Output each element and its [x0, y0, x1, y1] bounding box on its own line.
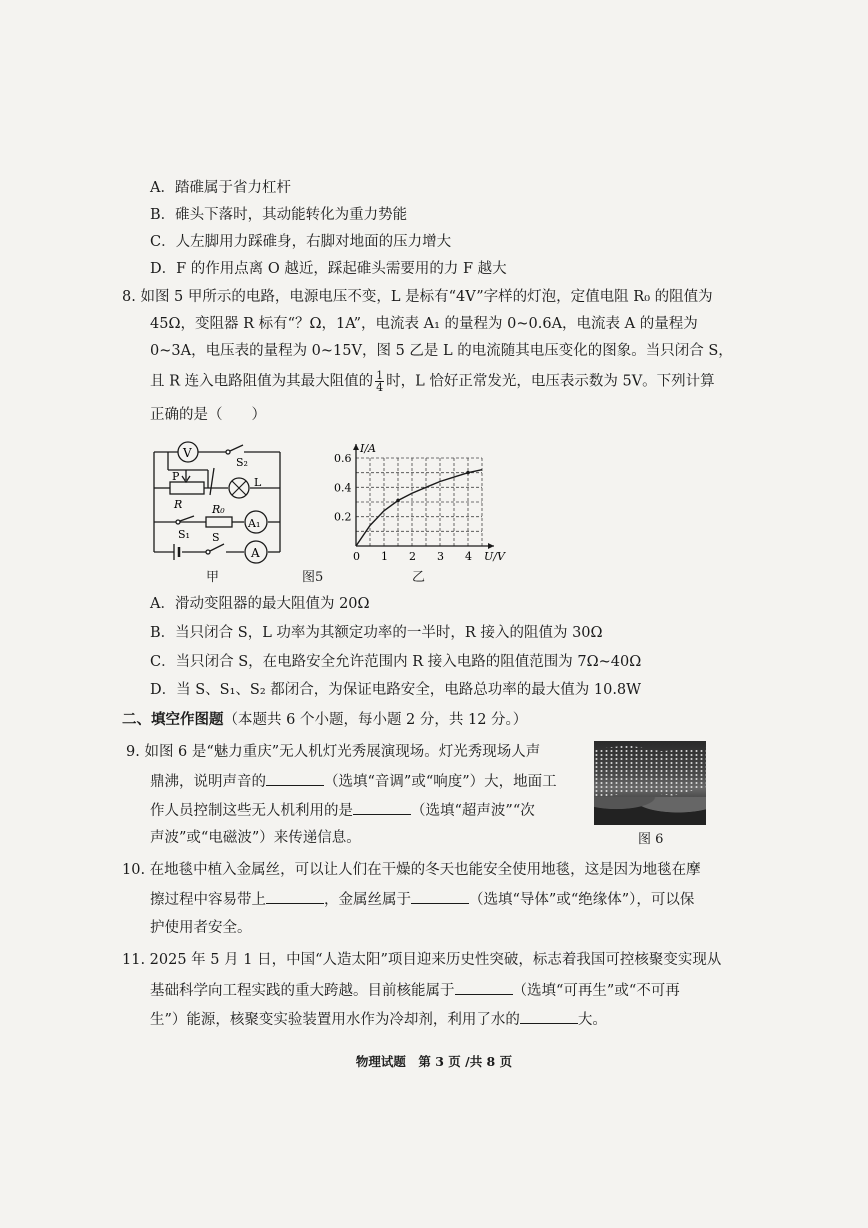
q7-option-c: C．人左脚用力踩碓身，右脚对地面的压力增大	[150, 234, 452, 250]
page-footer: 物理试题 第 3 页 /共 8 页	[355, 1054, 513, 1069]
q9-text-1: 如图 6 是“魅力重庆”无人机灯光秀展演现场。灯光秀现场人声	[144, 744, 541, 760]
q8-line-2: 45Ω，变阻器 R 标有“？Ω，1A”，电流表 A₁ 的量程为 0~0.6A，电流表 A 的量程为	[150, 316, 698, 332]
q10-text-2a: 擦过程中容易带上	[150, 892, 266, 908]
circuit-caption: 甲	[206, 570, 220, 585]
circuit-diagram	[148, 440, 288, 585]
q9-text-3b: （选填“超声波”“次	[411, 803, 535, 819]
q11-line-2	[150, 980, 680, 1001]
q8-option-a: A．滑动变阻器的最大阻值为 20Ω	[150, 596, 370, 612]
chart-caption: 乙	[412, 570, 426, 585]
q9-number: 9.	[126, 744, 140, 760]
voltmeter-label: V	[183, 446, 192, 460]
drone-show-photo	[594, 741, 706, 825]
q9-text-2b: （选填“音调”或“响度”）大，地面工	[324, 774, 557, 790]
y-tick-label: 0.6	[334, 452, 352, 465]
q8-line-3: 0~3A，电压表的量程为 0~15V，图 5 乙是 L 的电流随其电压变化的图象。当只闭合 S，	[150, 343, 733, 359]
fraction-numerator: 1	[376, 369, 384, 382]
q10-line-1	[122, 860, 701, 880]
slider-p-label: P	[172, 470, 180, 483]
x-tick-label: 4	[465, 550, 472, 563]
q11-text-3b: 大。	[577, 1012, 607, 1028]
iu-chart	[326, 430, 506, 565]
q10-line-2	[150, 889, 694, 910]
q9-text-2a: 鼎沸，说明声音的	[150, 774, 266, 790]
q9-blank-2[interactable]	[353, 800, 411, 815]
figure-6-label: 图 6	[638, 832, 664, 847]
q11-text-2b: （选填“可再生”或“不可再	[512, 983, 680, 999]
q11-blank-2[interactable]	[520, 1009, 578, 1024]
ammeter-a1-label: A₁	[248, 517, 261, 530]
r0-label: R₀	[212, 503, 225, 516]
x-axis-arrow	[488, 543, 494, 549]
section-2-note: （本题共 6 个小题，每小题 2 分，共 12 分。）	[223, 712, 528, 728]
y-axis-arrow	[353, 444, 359, 450]
iu-curve	[356, 470, 482, 546]
q8-text-4b: 时，L 恰好正常发光，电压表示数为 5V。下列计算	[386, 373, 715, 390]
switch-s1-label: S₁	[178, 528, 190, 541]
q10-blank-1[interactable]	[266, 889, 324, 904]
fraction	[375, 370, 384, 393]
q8-number: 8.	[122, 289, 136, 305]
tree-silhouette	[594, 797, 706, 825]
q11-line-1	[122, 950, 721, 970]
q11-text-1: 2025 年 5 月 1 日，中国“人造太阳”项目迎来历史性突破，标志着我国可控核聚变实现从	[149, 952, 722, 968]
q9-text-3a: 作人员控制这些无人机利用的是	[150, 803, 353, 819]
q10-number: 10.	[122, 862, 146, 878]
q8-line-4	[150, 370, 715, 393]
y-axis-label: I/A	[360, 442, 376, 455]
curve-point	[396, 499, 400, 503]
fraction-denominator: 4	[376, 381, 384, 394]
figure-5-label: 图5	[302, 570, 324, 585]
q10-blank-2[interactable]	[411, 889, 469, 904]
section-2-title: 二、填空作图题	[122, 711, 224, 728]
q8-option-b: B．当只闭合 S，L 功率为其额定功率的一半时，R 接入的阻值为 30Ω	[150, 625, 603, 641]
x-tick-label: 3	[437, 550, 444, 563]
q7-option-b: B．碓头下落时，其动能转化为重力势能	[150, 207, 408, 223]
q10-text-2c: （选填“导体”或“绝缘体”），可以保	[469, 892, 695, 908]
ammeter-a-label: A	[251, 546, 260, 560]
q10-line-3: 护使用者安全。	[150, 920, 252, 936]
q9-line-1	[126, 742, 540, 762]
lamp-label: L	[254, 476, 262, 489]
curve-point	[466, 471, 470, 475]
q9-line-3	[150, 800, 535, 821]
q7-option-d: D．F 的作用点离 O 越近，踩起碓头需要用的力 F 越大	[150, 261, 507, 277]
switch-s-label: S	[212, 531, 220, 544]
q9-line-4: 声波”或“电磁波”）来传递信息。	[150, 830, 361, 846]
x-tick-label: 0	[353, 550, 360, 563]
q8-text-1: 如图 5 甲所示的电路，电源电压不变，L 是标有“4V”字样的灯泡，定值电阻 R₀ 的阻值为	[140, 289, 713, 305]
q9-blank-1[interactable]	[266, 771, 324, 786]
q8-option-c: C．当只闭合 S，在电路安全允许范围内 R 接入电路的阻值范围为 7Ω~40Ω	[150, 654, 642, 670]
x-axis-label: U/V	[484, 550, 505, 563]
y-tick-label: 0.4	[334, 481, 352, 495]
section-2-heading	[122, 710, 527, 730]
q11-blank-1[interactable]	[455, 980, 513, 995]
q10-text-1: 在地毯中植入金属丝，可以让人们在干燥的冬天也能安全使用地毯，这是因为地毯在摩	[149, 862, 701, 878]
q9-line-2	[150, 771, 557, 792]
q8-line-1	[122, 287, 713, 307]
rheostat-label: R	[174, 498, 183, 511]
y-tick-label: 0.2	[334, 510, 352, 524]
q8-text-4a: 且 R 连入电路阻值为其最大阻值的	[150, 373, 374, 390]
q8-line-5: 正确的是（ ）	[150, 407, 266, 423]
q8-option-d: D．当 S、S₁、S₂ 都闭合，为保证电路安全，电路总功率的最大值为 10.8W	[150, 682, 642, 698]
x-tick-label: 2	[409, 550, 416, 563]
q11-text-2a: 基础科学向工程实践的重大跨越。目前核能属于	[150, 983, 455, 999]
q7-option-a: A．踏碓属于省力杠杆	[150, 180, 291, 196]
q11-line-3	[150, 1009, 607, 1030]
q11-number: 11.	[122, 952, 146, 968]
q10-text-2b: ，金属丝属于	[324, 892, 411, 908]
x-tick-label: 1	[381, 550, 388, 563]
q11-text-3a: 生”）能源，核聚变实验装置用水作为冷却剂，利用了水的	[150, 1012, 520, 1028]
switch-s2-label: S₂	[236, 456, 248, 469]
